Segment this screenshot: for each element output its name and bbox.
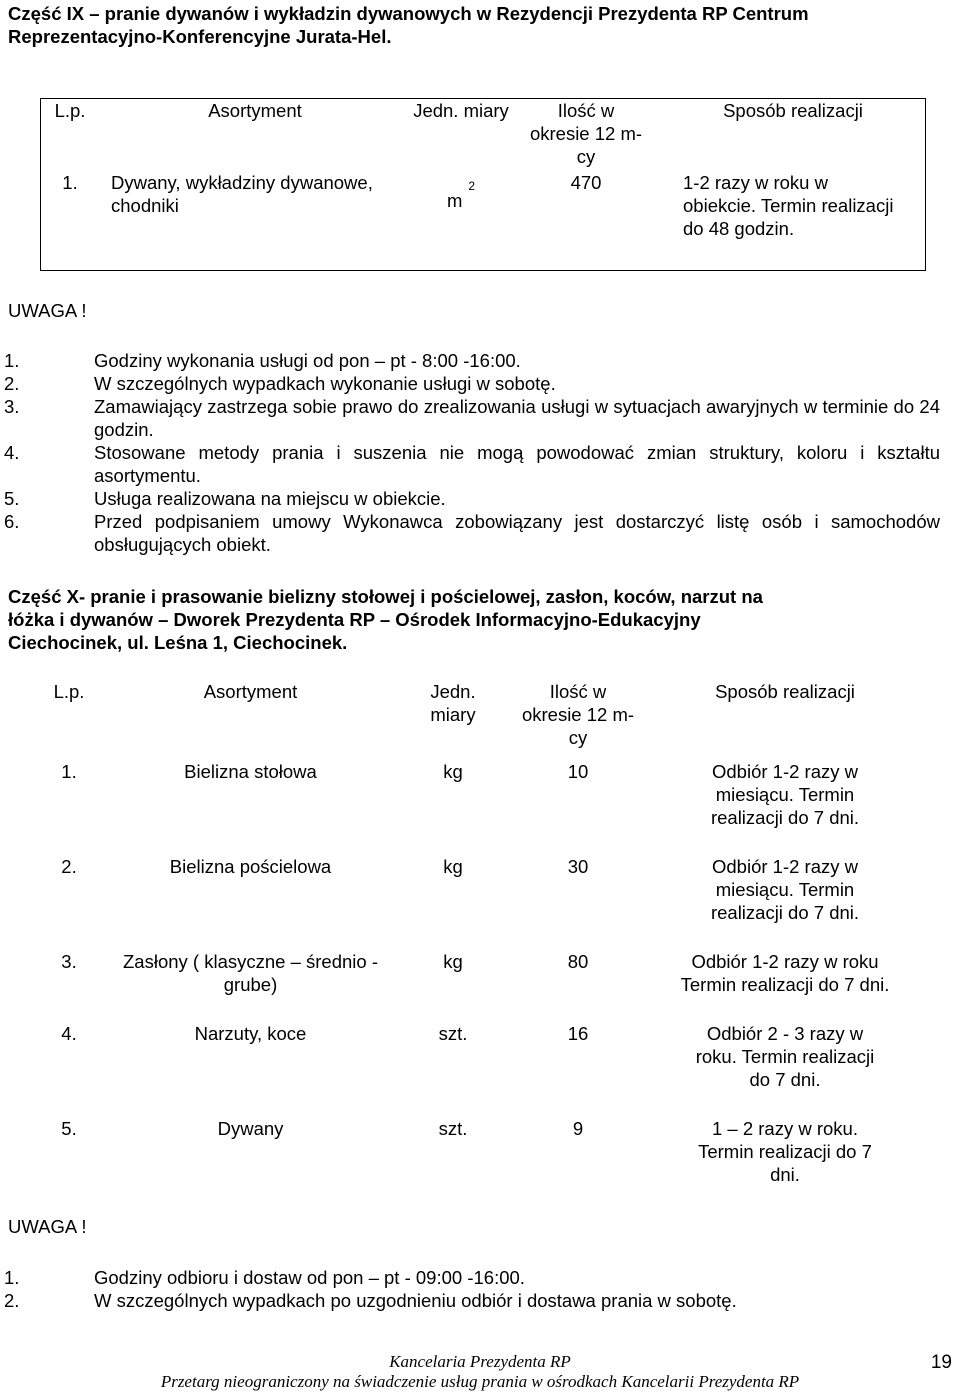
header-lp: L.p.: [53, 681, 85, 702]
row-qty: 30: [567, 856, 589, 877]
row-item: Bielizna pościelowa: [169, 856, 332, 877]
row-mode: 1 – 2 razy w roku. Termin realizacji do 7 dni.: [698, 1118, 872, 1185]
row-mode: Odbiór 1-2 razy w miesiącu. Termin realizacji do 7 dni.: [710, 856, 860, 923]
part10-notes: [4, 1266, 940, 1312]
table-row: [40, 1117, 917, 1189]
table-header-row: [40, 680, 917, 760]
row-item: Zasłony ( klasyczne – średnio - grube): [123, 951, 378, 995]
warning-label: UWAGA !: [8, 1216, 87, 1237]
header-unit: Jedn. miary: [430, 681, 476, 725]
part9-notes: [4, 349, 940, 556]
row-qty: 80: [567, 951, 589, 972]
row-qty: 470: [570, 171, 602, 193]
row-lp: 5.: [61, 1118, 77, 1139]
header-item: Asortyment: [208, 100, 302, 121]
table-row: [40, 855, 917, 950]
list-item: 1. Godziny odbioru i dostaw od pon – pt - 09:00 -16:00.: [4, 1267, 525, 1288]
row-lp: 4.: [61, 1023, 77, 1044]
row-mode: Odbiór 1-2 razy w roku Termin realizacji do 7 dni.: [680, 951, 890, 995]
list-item: 1. Godziny wykonania usługi od pon – pt - 8:00 -16:00.: [4, 350, 521, 371]
header-item: Asortyment: [203, 681, 298, 702]
part9-table: [40, 98, 926, 271]
list-item: 2. W szczególnych wypadkach po uzgodnieniu odbiór i dostawa prania w sobotę.: [4, 1290, 737, 1311]
row-mode: Odbiór 2 - 3 razy w roku. Termin realizacji do 7 dni.: [695, 1023, 875, 1090]
row-qty: 9: [572, 1118, 584, 1139]
header-lp: L.p.: [54, 100, 86, 121]
header-mode: Sposób realizacji: [723, 100, 863, 121]
page-number: 19: [930, 1352, 952, 1373]
table-header-row: [41, 99, 926, 171]
row-mode: 1-2 razy w roku w obiekcie. Termin realizacji do 48 godzin.: [683, 171, 894, 239]
footer-tender: Przetarg nieograniczony na świadczenie usług prania w ośrodkach Kancelarii Prezydenta RP: [160, 1372, 800, 1391]
row-qty: 16: [567, 1023, 589, 1044]
table-row: [41, 171, 926, 271]
row-unit: kg: [443, 951, 463, 972]
row-unit: kg: [443, 856, 463, 877]
warning-label: UWAGA !: [8, 300, 87, 321]
footer-org: Kancelaria Prezydenta RP: [389, 1352, 571, 1371]
row-mode: Odbiór 1-2 razy w miesiącu. Termin realizacji do 7 dni.: [710, 761, 860, 828]
row-item: Dywany: [217, 1118, 284, 1139]
list-item: 5. Usługa realizowana na miejscu w obiekcie.: [4, 488, 446, 509]
part9-title: Część IX – pranie dywanów i wykładzin dywanowych w Rezydencji Prezydenta RP Centrum Reprezentacyjno-Konferencyjne Jurata-Hel.: [8, 3, 809, 47]
header-qty: Ilość w okresie 12 m-cy: [521, 681, 635, 748]
row-unit: szt.: [438, 1118, 468, 1139]
table-row: [40, 1022, 917, 1117]
table-row: [40, 950, 917, 1022]
list-item: 4. Stosowane metody prania i suszenia nie mogą powodować zmian struktury, koloru i kształtu asortymentu.: [4, 442, 940, 486]
row-lp: 2.: [61, 856, 77, 877]
row-qty: 10: [567, 761, 589, 782]
row-item: Dywany, wykładziny dywanowe, chodniki: [111, 171, 373, 216]
list-item: 3. Zamawiający zastrzega sobie prawo do zrealizowania usługi w sytuacjach awaryjnych w terminie do 24 godzin.: [4, 396, 940, 440]
row-lp: 1.: [61, 761, 77, 782]
header-unit: Jedn. miary: [413, 100, 509, 121]
table-row: [40, 760, 917, 855]
row-unit: szt.: [438, 1023, 468, 1044]
unit-superscript: 2: [468, 178, 476, 193]
row-lp: 1.: [62, 171, 78, 193]
row-lp: 3.: [61, 951, 77, 972]
list-item: 2. W szczególnych wypadkach wykonanie usługi w sobotę.: [4, 373, 556, 394]
row-item: Narzuty, koce: [194, 1023, 307, 1044]
row-item: Bielizna stołowa: [184, 761, 317, 782]
row-unit: kg: [443, 761, 463, 782]
list-item: 6. Przed podpisaniem umowy Wykonawca zobowiązany jest dostarczyć listę osób i samochodów obsługujących obiekt.: [4, 511, 940, 555]
row-unit: $m^2$: [446, 178, 476, 211]
part10-title: Część X- pranie i prasowanie bielizny stołowej i pościelowej, zasłon, koców, narzut na łóżka i dywanów – Dworek Prezydenta RP – Ośrodek Informacyjno-Edukacyjny Ciechocinek, ul. Leśna 1, Ciechocinek.: [8, 586, 763, 653]
part10-table: [40, 680, 917, 1189]
header-qty: Ilość w okresie 12 m-cy: [529, 100, 643, 167]
header-mode: Sposób realizacji: [715, 681, 855, 702]
